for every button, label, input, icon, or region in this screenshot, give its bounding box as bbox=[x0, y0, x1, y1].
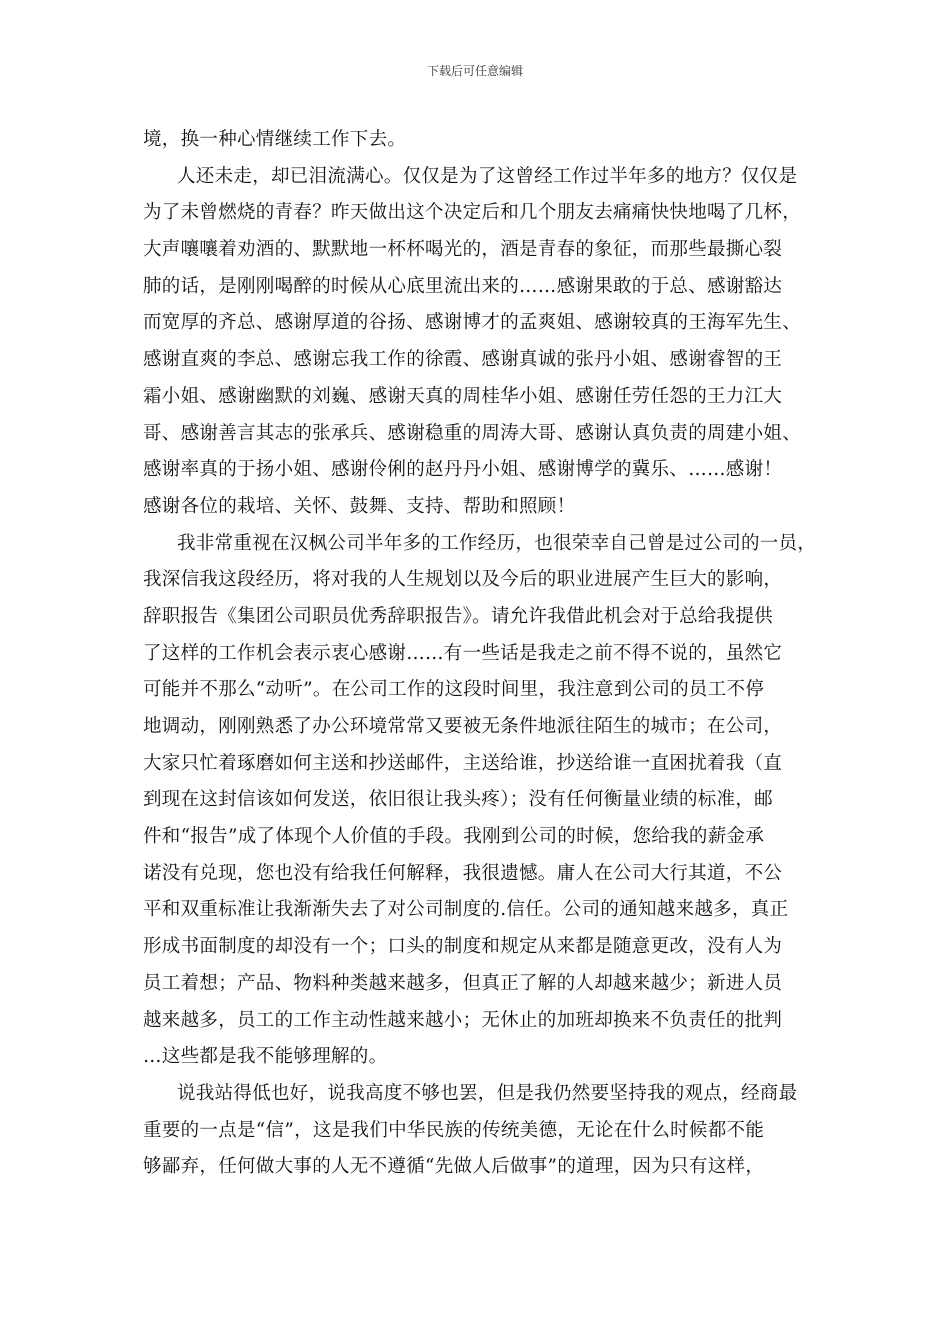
text-line: 我非常重视在汉枫公司半年多的工作经历，也很荣幸自己曾是过公司的一员， bbox=[177, 532, 817, 554]
text-line: 件和“报告”成了体现个人价值的手段。我刚到公司的时候，您给我的薪金承 bbox=[143, 826, 765, 848]
text-line: 了这样的工作机会表示衷心感谢……有一些话是我走之前不得不说的，虽然它 bbox=[143, 642, 783, 664]
text-line: 大家只忙着琢磨如何主送和抄送邮件，主送给谁，抄送给谁一直困扰着我（直 bbox=[143, 752, 783, 774]
text-line: 为了未曾燃烧的青春？昨天做出这个决定后和几个朋友去痛痛快快地喝了几杯， bbox=[143, 202, 802, 224]
text-line: 员工着想；产品、物料种类越来越多，但真正了解的人却越来越少；新进人员 bbox=[143, 972, 783, 994]
text-line: 感谢直爽的李总、感谢忘我工作的徐霞、感谢真诚的张丹小姐、感谢睿智的王 bbox=[143, 349, 783, 371]
text-line: 而宽厚的齐总、感谢厚道的谷扬、感谢博才的孟爽姐、感谢较真的王海军先生、 bbox=[143, 312, 802, 334]
text-line: 说我站得低也好，说我高度不够也罢，但是我仍然要坚持我的观点，经商最 bbox=[177, 1082, 798, 1104]
text-line: 感谢率真的于扬小姐、感谢伶俐的赵丹丹小姐、感谢博学的冀乐、……感谢！ bbox=[143, 459, 783, 481]
text-line: 重要的一点是“信”，这是我们中华民族的传统美德，无论在什么时候都不能 bbox=[143, 1119, 765, 1141]
text-line: 诺没有兑现，您也没有给我任何解释，我很遗憾。庸人在公司大行其道，不公 bbox=[143, 862, 783, 884]
text-line: 越来越多，员工的工作主动性越来越小；无休止的加班却换来不负责任的批判 bbox=[143, 1009, 783, 1031]
text-line: 境，换一种心情继续工作下去。 bbox=[143, 129, 407, 150]
text-line: 感谢各位的栽培、关怀、鼓舞、支持、帮助和照顾！ bbox=[143, 495, 576, 517]
document-body bbox=[143, 122, 828, 1186]
text-line: 形成书面制度的却没有一个；口头的制度和规定从来都是随意更改，没有人为 bbox=[143, 936, 783, 958]
text-line: 到现在这封信该如何发送，依旧很让我头疼）；没有任何衡量业绩的标准，邮 bbox=[143, 789, 773, 811]
text-line: 够鄙弃，任何做大事的人无不遵循“先做人后做事”的道理，因为只有这样， bbox=[143, 1156, 765, 1178]
text-line: 人还未走，却已泪流满心。仅仅是为了这曾经工作过半年多的地方？仅仅是 bbox=[177, 165, 798, 187]
text-line: 哥、感谢善言其志的张承兵、感谢稳重的周涛大哥、感谢认真负责的周建小姐、 bbox=[143, 422, 802, 444]
text-line: 大声嚷嚷着劝酒的、默默地一杯杯喝光的，酒是青春的象征，而那些最撕心裂 bbox=[143, 239, 783, 261]
text-line: 肺的话，是刚刚喝醉的时候从心底里流出来的……感谢果敢的于总、感谢豁达 bbox=[143, 275, 783, 297]
text-line: 平和双重标准让我渐渐失去了对公司制度的.信任。公司的通知越来越多，真正 bbox=[143, 899, 789, 921]
text-line: 霜小姐、感谢幽默的刘巍、感谢天真的周桂华小姐、感谢任劳任怨的王力江大 bbox=[143, 385, 783, 407]
text-line: 可能并不那么“动听”。在公司工作的这段时间里，我注意到公司的员工不停 bbox=[143, 679, 765, 701]
text-line: 我深信我这段经历，将对我的人生规划以及今后的职业进展产生巨大的影响， bbox=[143, 569, 783, 591]
text-line: …这些都是我不能够理解的。 bbox=[143, 1046, 388, 1068]
text-line: 地调动，刚刚熟悉了办公环境常常又要被无条件地派往陌生的城市；在公司， bbox=[143, 716, 783, 737]
page-header: 下载后可任意编辑 bbox=[426, 64, 523, 78]
text-line: 辞职报告《集团公司职员优秀辞职报告》。请允许我借此机会对于总给我提供 bbox=[143, 605, 773, 627]
